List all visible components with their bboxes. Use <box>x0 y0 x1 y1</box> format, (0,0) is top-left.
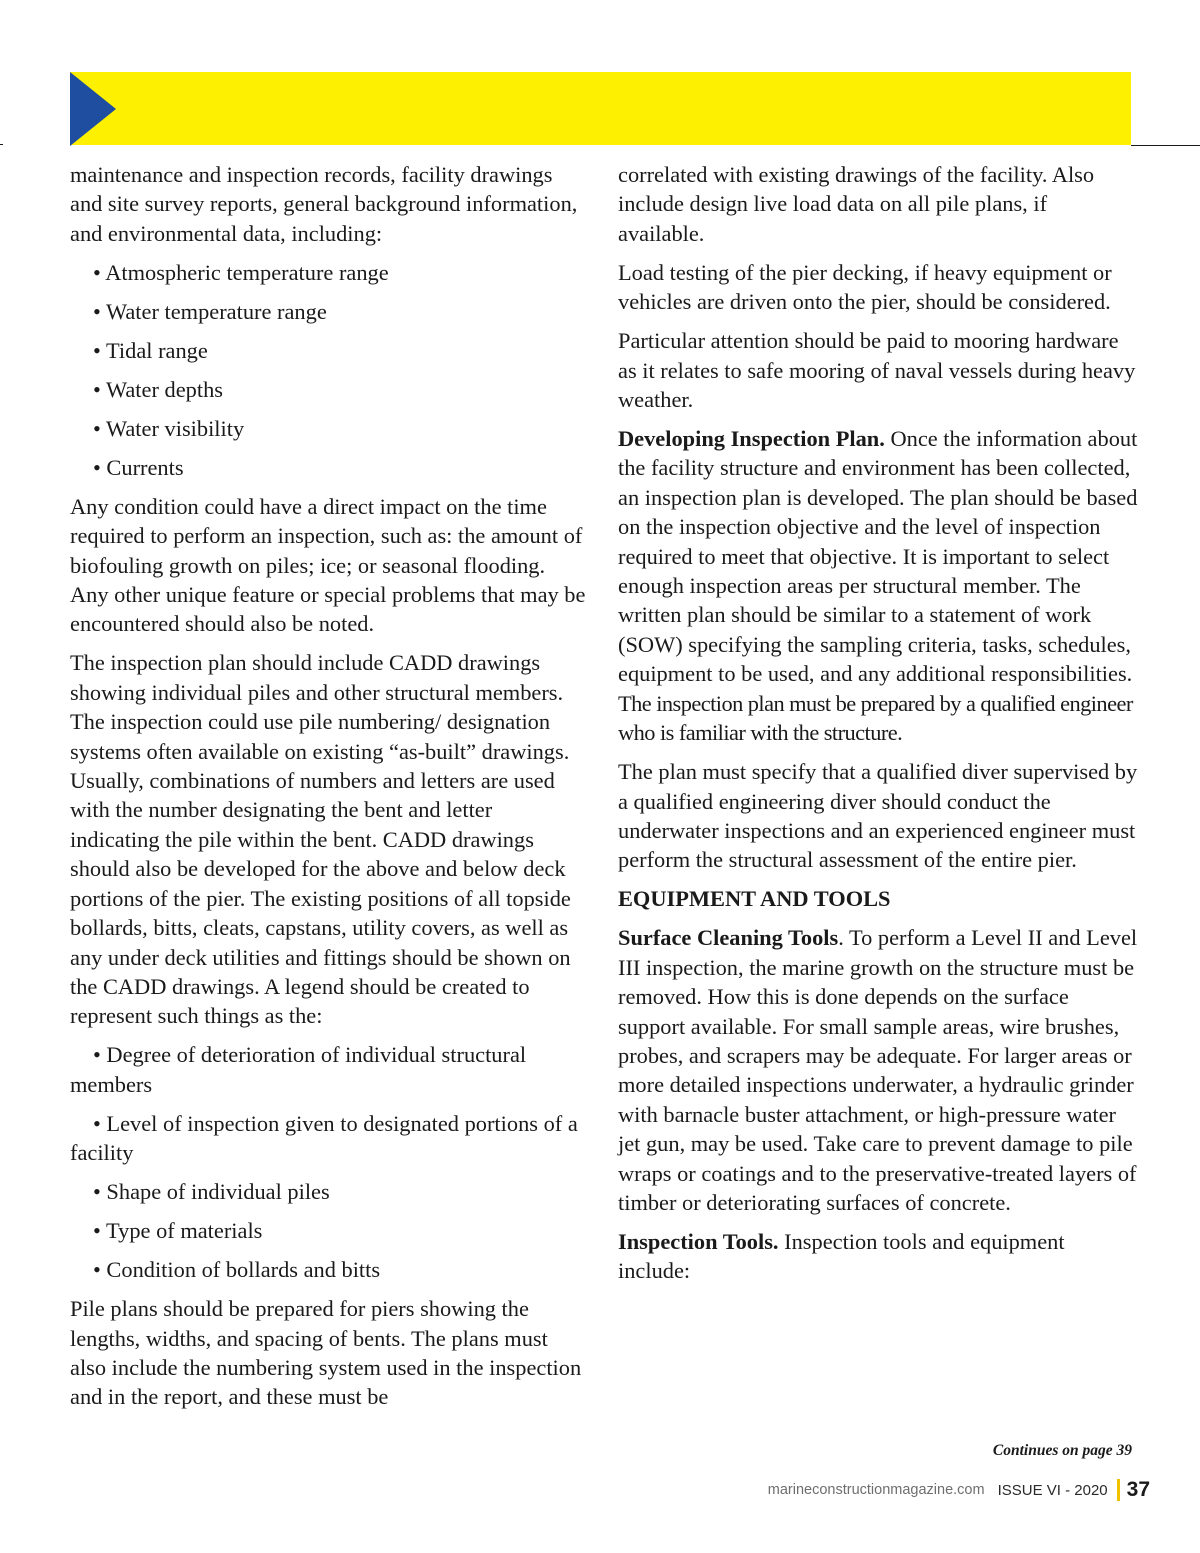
list-item: • Currents <box>93 454 184 480</box>
list-item: • Shape of individual piles <box>93 1179 330 1205</box>
paragraph-body-tail: The inspection plan must be prepared by a qualified engineer who is familiar with the structure. <box>618 690 1133 746</box>
paragraph-body: Inspection tools and equipment include: <box>618 1228 1065 1284</box>
paragraph: Any condition could have a direct impact on the time required to perform an inspection, such as: the amount of biofouling growth on piles; ice; or seasonal flooding. Any other unique feature or special problems that may be encountered should also be noted. <box>70 493 586 637</box>
list-item: • Water depths <box>93 376 223 402</box>
paragraph: Pile plans should be prepared for piers showing the lengths, widths, and spacing of bents. The plans must also include the numbering system used in the inspection and in the report, and these must be <box>70 1296 582 1410</box>
paragraph-lead: Developing Inspection Plan. <box>618 426 885 452</box>
paragraph: Load testing of the pier decking, if heavy equipment or vehicles are driven onto the pier, should be considered. <box>618 259 1112 315</box>
list-item: • Water temperature range <box>93 298 327 324</box>
list-item: • Condition of bollards and bitts <box>93 1257 381 1283</box>
paragraph: The plan must specify that a qualified diver supervised by a qualified engineering diver should conduct the underwater inspections and an experienced engineer must perform the structural assessment of the entire pier. <box>618 759 1138 873</box>
edge-crop-mark <box>0 144 3 145</box>
list-item: • Type of materials <box>93 1218 263 1244</box>
footer-site: marineconstructionmagazine.com <box>767 1482 985 1498</box>
list-item: • Atmospheric temperature range <box>93 259 389 285</box>
paragraph: Particular attention should be paid to mooring hardware as it relates to safe mooring of naval vessels during heavy weather. <box>618 328 1136 413</box>
section-heading: EQUIPMENT AND TOOLS <box>618 886 891 912</box>
left-column <box>70 160 586 1421</box>
paragraph-lead: Surface Cleaning Tools <box>618 925 839 951</box>
paragraph: maintenance and inspection records, facility drawings and site survey reports, general background information, and environmental data, including: <box>70 162 578 246</box>
paragraph <box>618 1227 1138 1286</box>
continues-note: Continues on page 39 <box>992 1442 1132 1459</box>
paragraph-body: . To perform a Level II and Level III inspection, the marine growth on the structure must be removed. How this is done depends on the surface support available. For small sample areas, wire brushes, probes, and scrapers may be adequate. For larger areas or more detailed inspections underwater, a hydraulic grinder with barnacle buster attachment, or high-pressure water jet gun, may be used. Take care to prevent damage to pile wraps or coatings and to the preservative-treated layers of timber or deteriorating surfaces of concrete. <box>618 925 1138 1215</box>
paragraph <box>618 424 1138 747</box>
header-arrow-icon <box>70 72 116 146</box>
right-column <box>618 160 1138 1295</box>
footer-issue: ISSUE VI - 2020 <box>997 1481 1108 1499</box>
paragraph: correlated with existing drawings of the facility. Also include design live load data on all pile plans, if available. <box>618 162 1095 246</box>
paragraph-body: Once the information about the facility structure and environment has been collected, an inspection plan is developed. The plan should be based on the inspection objective and the level of inspection required to meet that objective. It is important to select enough inspection areas per structural member. The written plan should be similar to a statement of work (SOW) specifying the sampling criteria, tasks, schedules, equipment to be used, and any additional responsibilities. <box>618 426 1138 687</box>
header-rule <box>1131 145 1200 146</box>
list-item: • Water visibility <box>93 415 245 441</box>
list-item: • Level of inspection given to designated portions of a facility <box>70 1110 578 1166</box>
paragraph-lead: Inspection Tools. <box>618 1228 779 1254</box>
page-number: 37 <box>1126 1478 1150 1501</box>
list-item: • Tidal range <box>93 337 208 363</box>
page-footer <box>768 1475 1150 1505</box>
footer-divider <box>1117 1479 1120 1501</box>
paragraph <box>618 923 1138 1217</box>
paragraph: The inspection plan should include CADD drawings showing individual piles and other structural members. The inspection could use pile numbering/ designation systems often available on existing “as-built” drawings. Usually, combinations of numbers and letters are used with the number designating the bent and letter indicating the pile within the bent. CADD drawings should also be developed for the above and below deck portions of the pier. The existing positions of all topside bollards, bitts, cleats, capstans, utility covers, as well as any under deck utilities and fittings should be shown on the CADD drawings. A legend should be created to represent such things as the: <box>70 650 571 1029</box>
list-item: • Degree of deterioration of individual structural members <box>70 1042 527 1097</box>
header-band <box>70 72 1131 145</box>
